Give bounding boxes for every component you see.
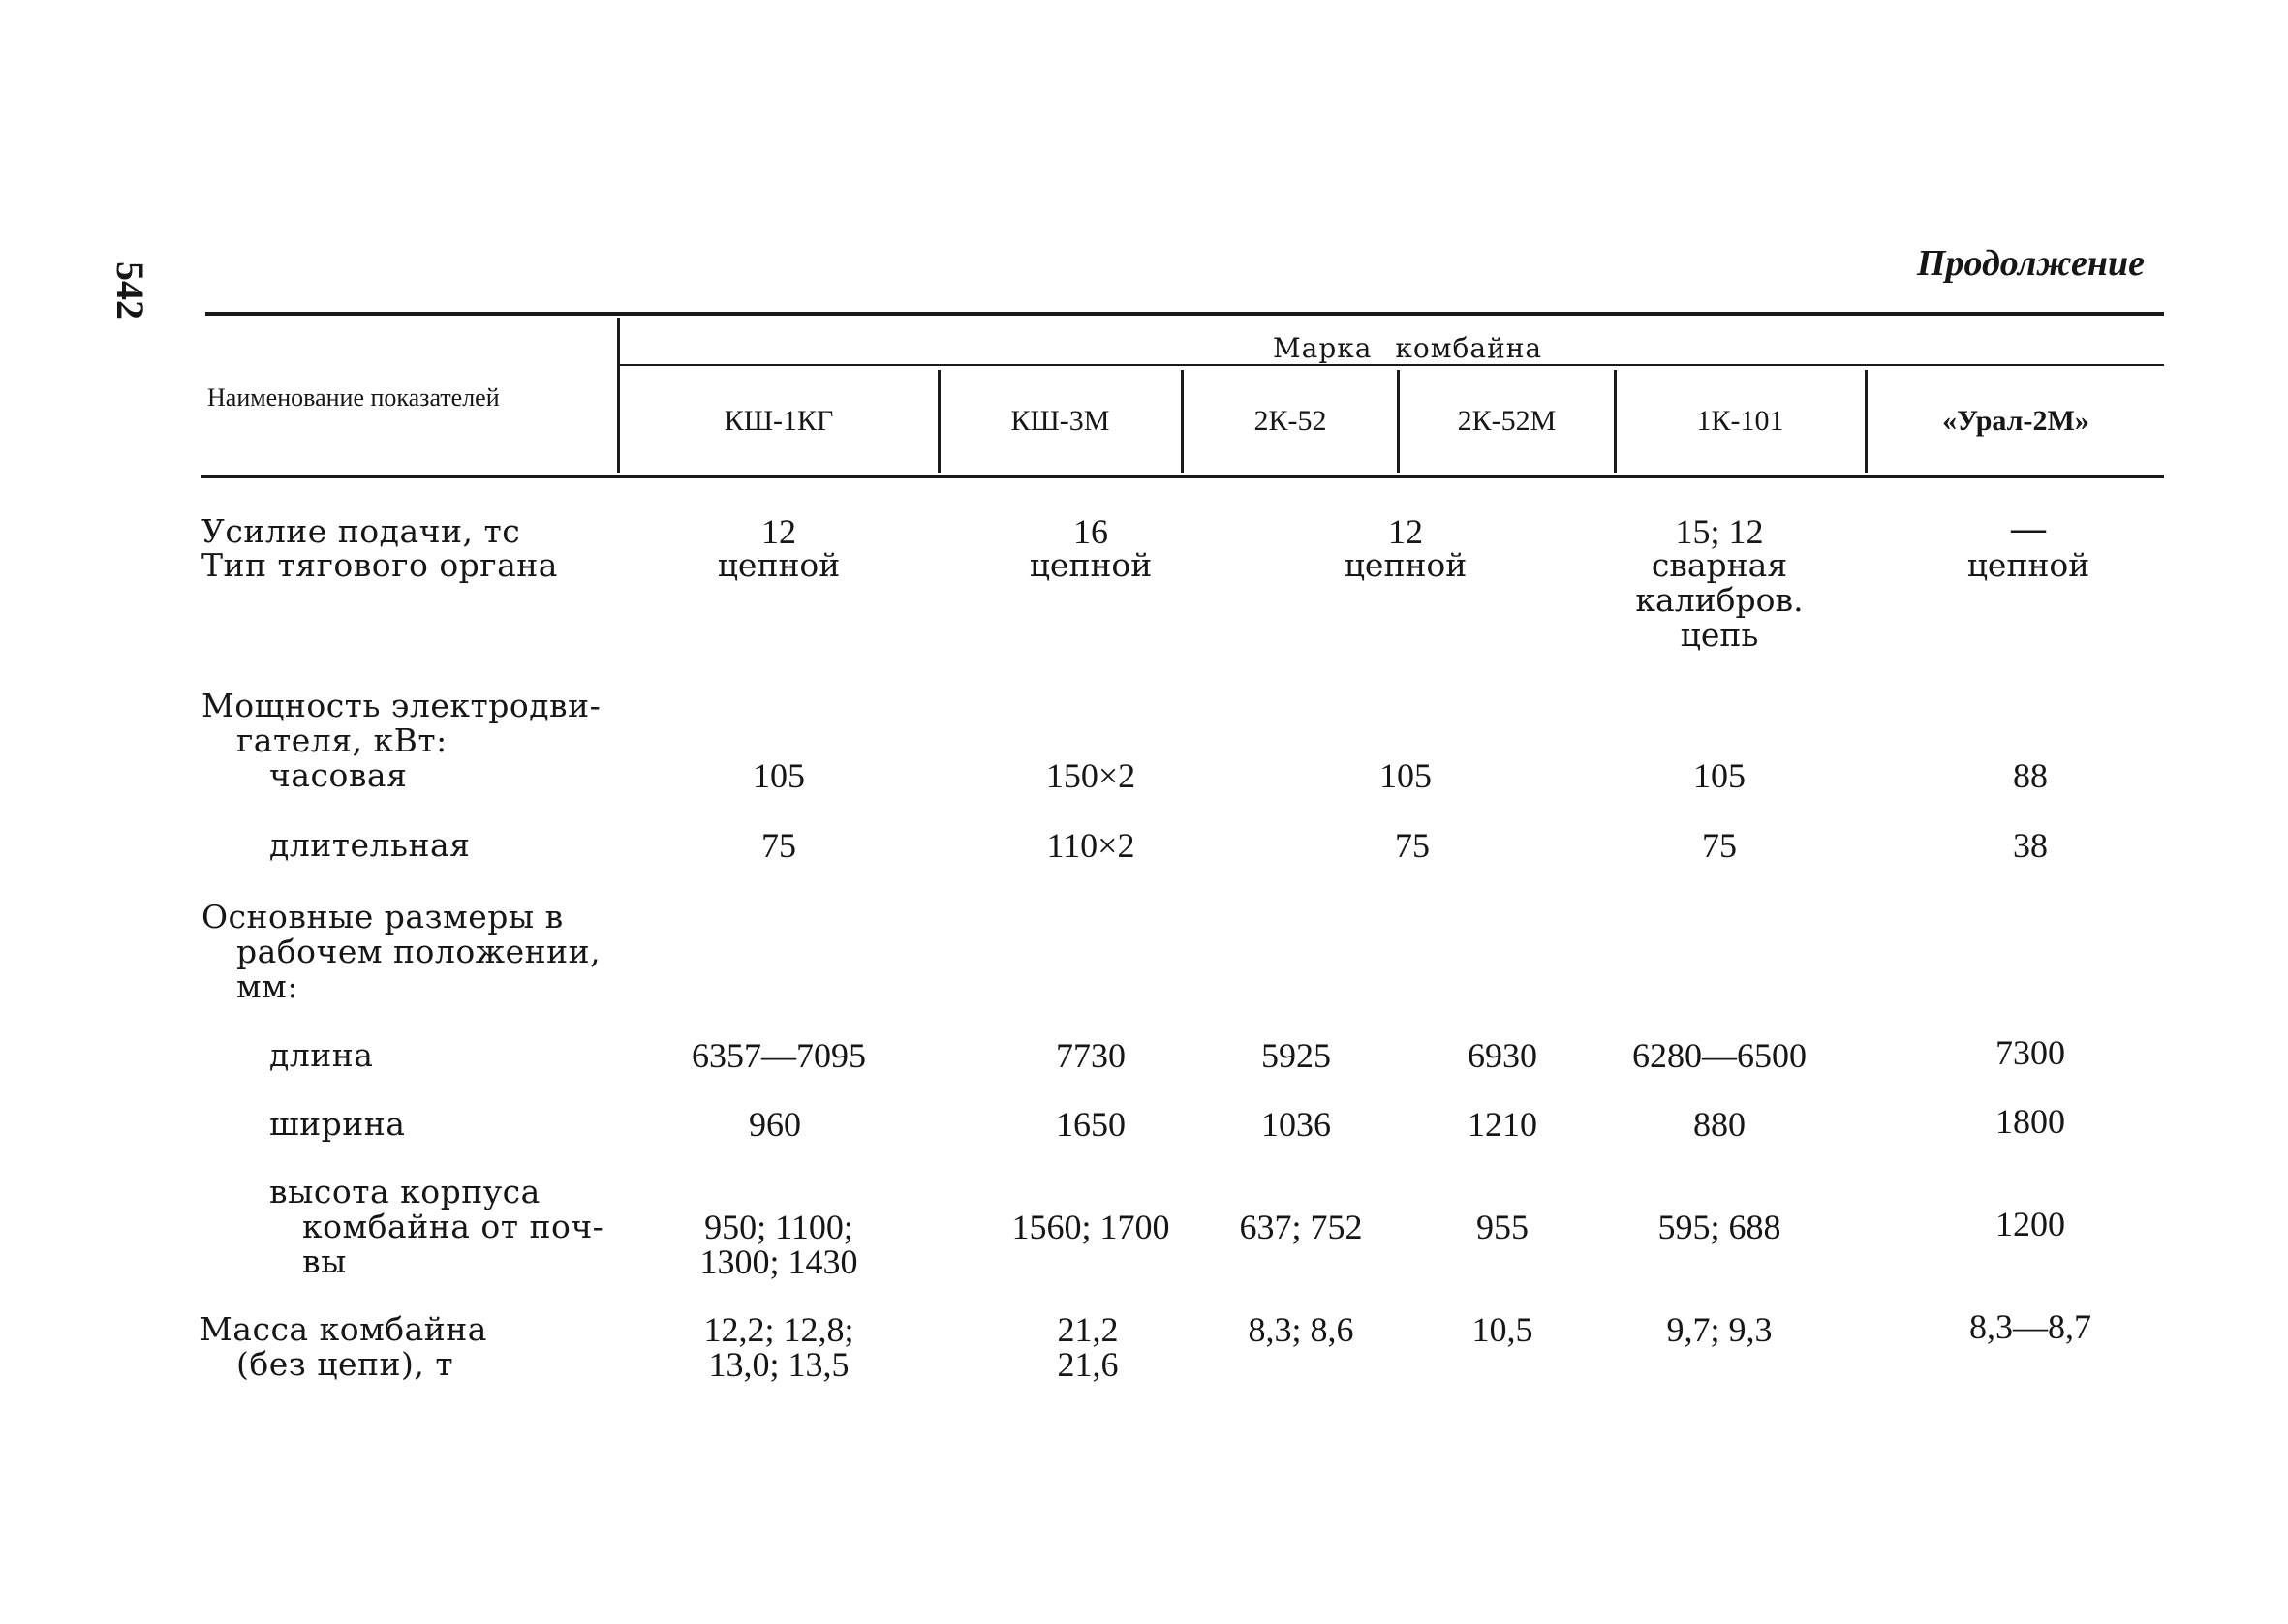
- table-cell: 21,2: [1057, 1310, 1119, 1349]
- table-cell: 75: [1395, 826, 1430, 865]
- column-header: 2К-52М: [1457, 405, 1557, 437]
- column-header: 2К-52: [1253, 405, 1327, 437]
- table-cell: цепь: [1680, 616, 1759, 654]
- table-cell: 950; 1100;: [704, 1208, 853, 1246]
- row-header: Наименование показателей: [207, 383, 500, 412]
- table-cell: цепной: [1966, 546, 2090, 584]
- table-cell: 1036: [1261, 1105, 1331, 1144]
- table-cell: 105: [753, 756, 805, 795]
- row-label: Основные размеры в: [201, 898, 564, 935]
- row-label: мм:: [236, 967, 298, 1005]
- row-label: часовая: [269, 756, 408, 794]
- row-label: длительная: [269, 826, 471, 864]
- table-cell: 15; 12: [1675, 512, 1764, 551]
- table-cell: цепной: [1344, 546, 1468, 584]
- table-cell: 1560; 1700: [1011, 1208, 1170, 1246]
- continuation-label: Продолжение: [1916, 243, 2145, 284]
- table-cell: 6930: [1468, 1036, 1537, 1075]
- row-label: Тип тягового органа: [201, 546, 558, 584]
- table-cell: 6357—7095: [692, 1036, 866, 1075]
- table-cell: 12: [1388, 512, 1423, 551]
- table-cell: 7300: [1995, 1033, 2065, 1072]
- table-cell: 1800: [1995, 1102, 2065, 1141]
- table-cell: —: [2011, 508, 2046, 547]
- column-header: КШ-3М: [1010, 405, 1110, 437]
- table-cell: калибров.: [1635, 581, 1804, 619]
- table-cell: 16: [1073, 512, 1108, 551]
- row-label: комбайна от поч-: [302, 1208, 604, 1245]
- row-label: гателя, кВт:: [236, 721, 448, 759]
- table-cell: цепной: [717, 546, 841, 584]
- table-cell: 955: [1476, 1208, 1529, 1246]
- column-header: КШ-1КГ: [724, 405, 834, 437]
- header-divider-0: [617, 318, 620, 473]
- group-header: Марка комбайна: [1273, 332, 1543, 364]
- table-cell: 1650: [1056, 1105, 1126, 1144]
- table-cell: 1200: [1995, 1205, 2065, 1243]
- table-cell: 1300; 1430: [699, 1242, 858, 1281]
- page-number: 542: [108, 261, 152, 320]
- table-cell: 8,3—8,7: [1969, 1307, 2091, 1346]
- row-label: Усилие подачи, тс: [201, 512, 521, 550]
- row-label: вы: [302, 1242, 347, 1280]
- table-cell: 880: [1693, 1105, 1746, 1144]
- table-cell: 6280—6500: [1632, 1036, 1807, 1075]
- table-cell: 9,7; 9,3: [1666, 1310, 1773, 1349]
- table-cell: 10,5: [1471, 1310, 1533, 1349]
- table-cell: 7730: [1056, 1036, 1126, 1075]
- table-cell: 38: [2013, 826, 2048, 865]
- table-cell: 595; 688: [1657, 1208, 1781, 1246]
- table-cell: 960: [749, 1105, 801, 1144]
- table-cell: 637; 752: [1239, 1208, 1363, 1246]
- table-cell: 110×2: [1046, 826, 1135, 865]
- table-cell: 150×2: [1045, 756, 1136, 795]
- row-label: Мощность электродви-: [201, 687, 602, 724]
- table-cell: 13,0; 13,5: [708, 1345, 850, 1384]
- table-top-rule: [205, 312, 2164, 316]
- table-cell: 21,6: [1057, 1345, 1119, 1384]
- table-cell: 8,3; 8,6: [1248, 1310, 1354, 1349]
- table-cell: цепной: [1029, 546, 1153, 584]
- table-cell: сварная: [1651, 546, 1788, 584]
- column-header: 1К-101: [1696, 405, 1784, 437]
- table-cell: 5925: [1261, 1036, 1331, 1075]
- table-cell: 1210: [1468, 1105, 1537, 1144]
- table-cell: 105: [1379, 756, 1432, 795]
- row-label: (без цепи), т: [236, 1345, 454, 1383]
- column-header: «Урал-2М»: [1942, 405, 2089, 437]
- row-label: длина: [269, 1036, 374, 1074]
- row-label: Масса комбайна: [200, 1310, 487, 1348]
- row-label: высота корпуса: [269, 1173, 541, 1210]
- table-cell: 12: [761, 512, 796, 551]
- table-cell: 75: [1702, 826, 1737, 865]
- table-cell: 75: [761, 826, 796, 865]
- table-cell: 12,2; 12,8;: [703, 1310, 854, 1349]
- group-header-rule: [620, 364, 2164, 366]
- row-label: рабочем положении,: [236, 933, 602, 970]
- table-cell: 88: [2013, 756, 2048, 795]
- table-cell: 105: [1693, 756, 1746, 795]
- header-bottom-rule: [201, 475, 2164, 478]
- row-label: ширина: [269, 1105, 406, 1143]
